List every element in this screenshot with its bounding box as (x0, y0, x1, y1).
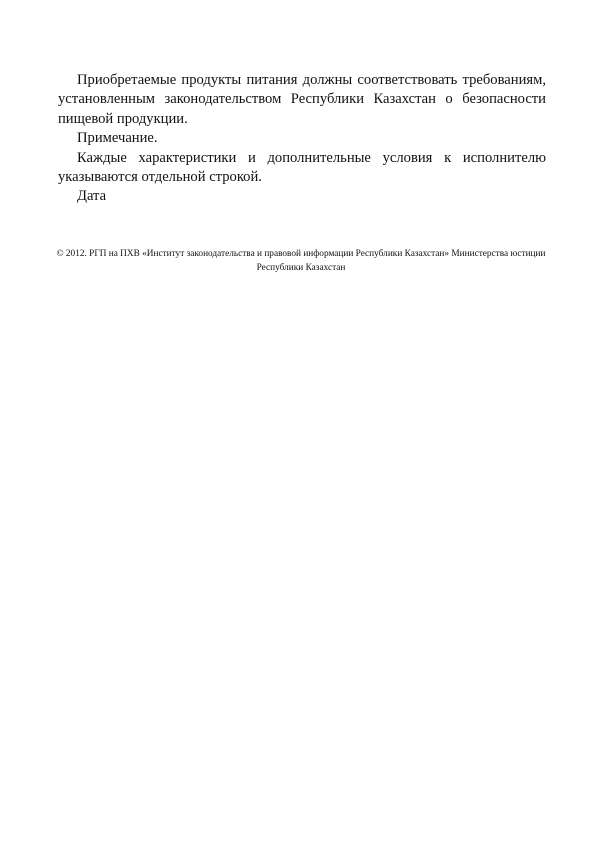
document-body (58, 71, 546, 207)
paragraph-food-requirements: Приобретаемые продукты питания должны соответствовать требованиям, установленным законодательством Республики Казахстан о безопасности пищевой продукции. (58, 72, 546, 127)
paragraph-note-text: Каждые характеристики и дополнительные условия к исполнителю указываются отдельной строкой. (58, 149, 546, 186)
paragraph-note-heading: Примечание. (77, 130, 158, 147)
copyright-footer: © 2012. РГП на ПХВ «Институт законодательства и правовой информации Республики Казахстан» Министерства юстиции Республики Казахстан (56, 249, 546, 273)
paragraph-date: Дата (77, 188, 107, 205)
